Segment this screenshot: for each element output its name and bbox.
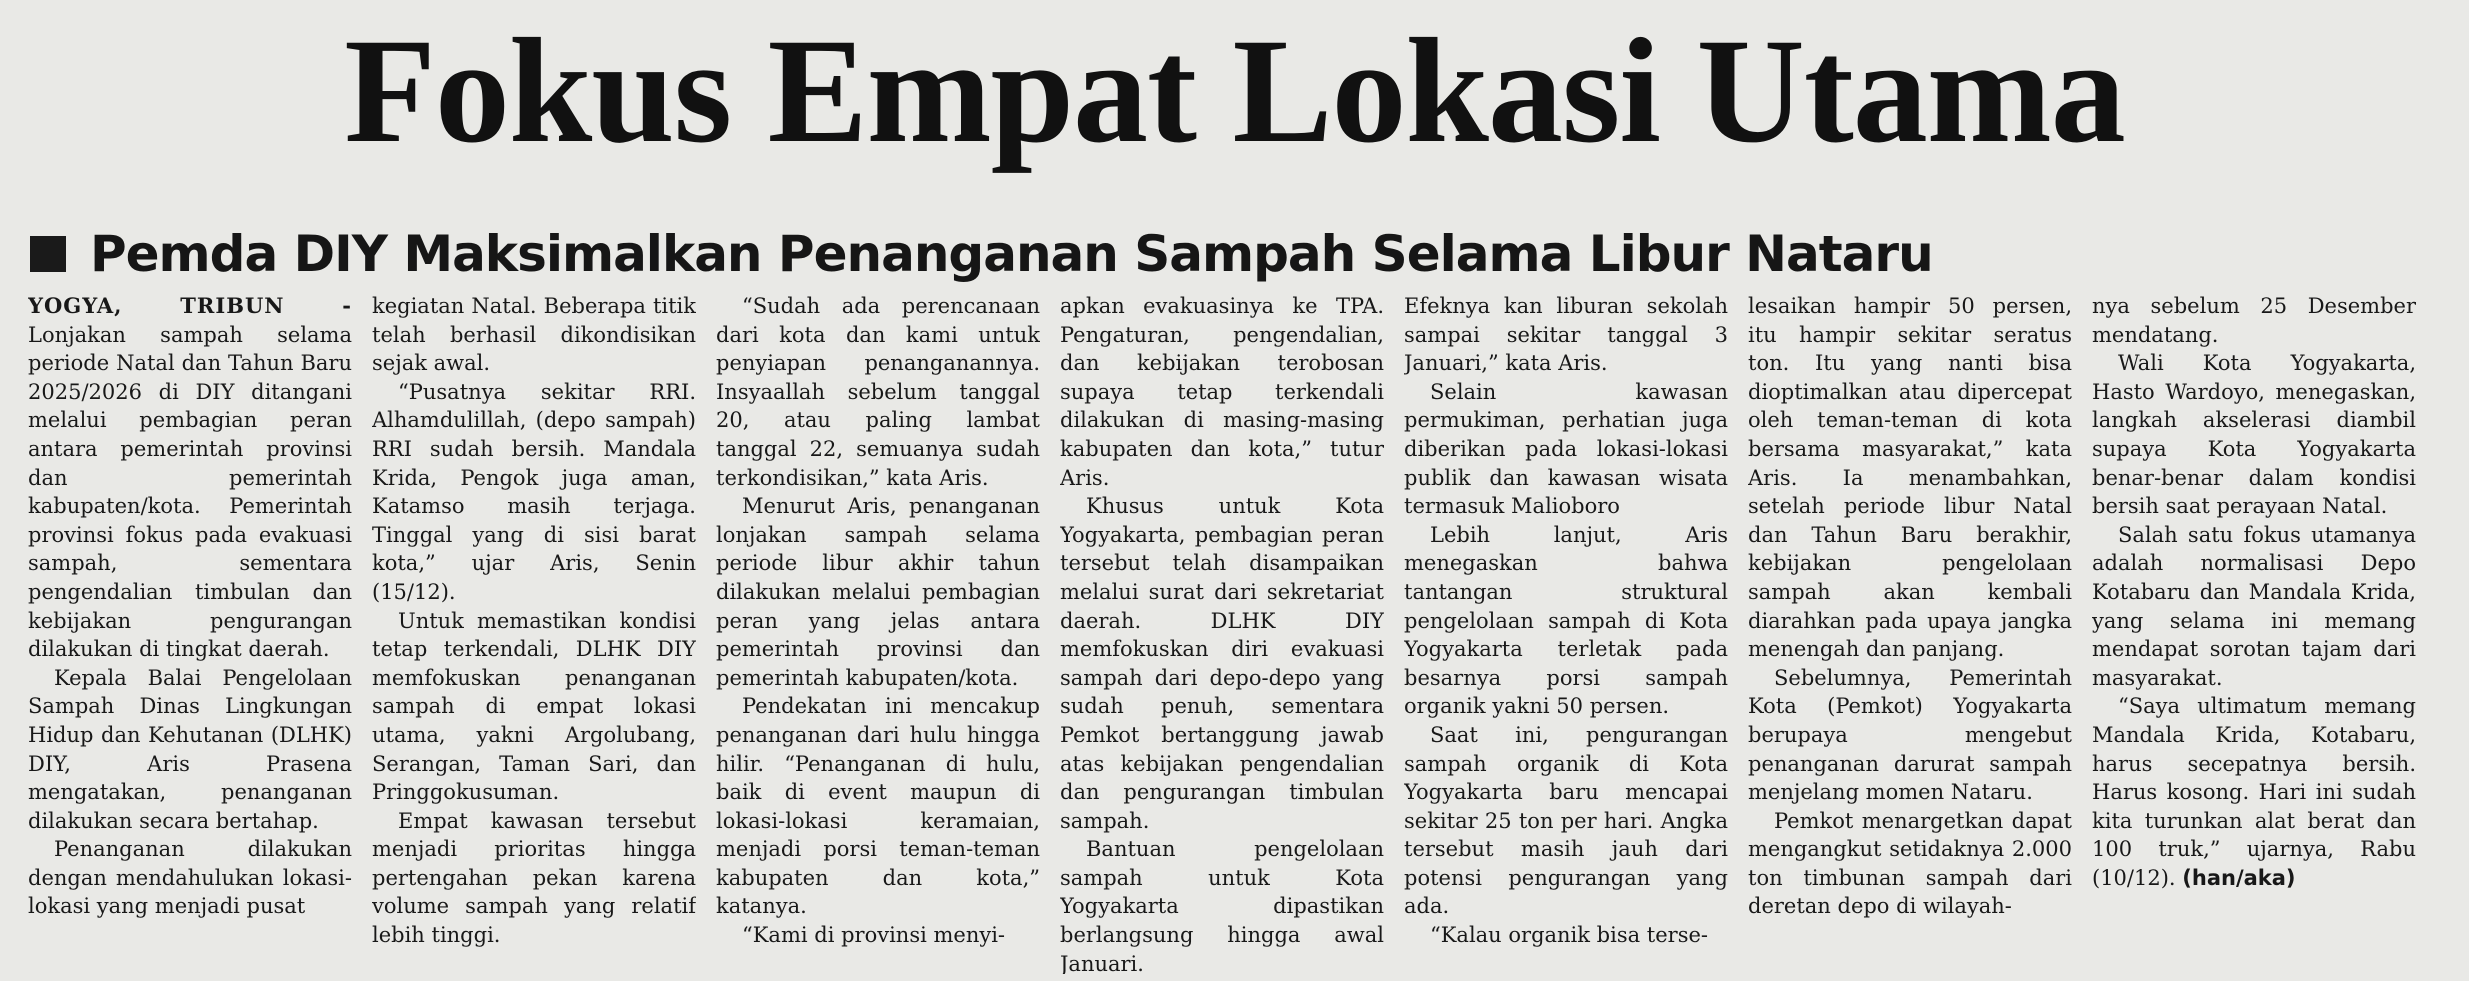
paragraph: kegiatan Natal. Beberapa titik telah berhasil dikondisikan sejak awal. [372, 294, 696, 376]
paragraph: “Pusatnya sekitar RRI. Alhamdulillah, (depo sampah) RRI sudah bersih. Mandala Krida, Pengok juga aman, Katamso masih terjaga. Tinggal yang di sisi barat kota,” ujar Aris, Senin (15/12). [372, 379, 696, 604]
paragraph: Efeknya kan liburan sekolah sampai sekitar tanggal 3 Januari,” kata Aris. [1404, 294, 1728, 376]
paragraph: lesaikan hampir 50 persen, itu hampir sekitar seratus ton. Itu yang nanti bisa dioptimalkan atau dipercepat oleh teman-teman di kota bersama masyarakat,” kata Aris. Ia menambahkan, setelah periode libur Natal dan Tahun Baru berakhir, kebijakan pengelolaan sampah akan kembali diarahkan pada upaya jangka menengah dan panjang. [1748, 294, 2072, 662]
article-column-1 [28, 292, 352, 974]
article-column-7 [2092, 292, 2416, 974]
article-column-3 [716, 292, 1040, 974]
paragraph: Pendekatan ini mencakup penanganan dari hulu hingga hilir. “Penanganan di hulu, baik di event maupun di lokasi-lokasi keramaian, menjadi porsi teman-teman kabupaten dan kota,” katanya. [716, 694, 1040, 919]
headline: Fokus Empat Lokasi Utama [344, 8, 2125, 174]
paragraph: “Sudah ada perencanaan dari kota dan kami untuk penyiapan penanganannya. Insyaallah sebelum tanggal 20, atau paling lambat tanggal 22, semuanya sudah terkondisikan,” kata Aris. [716, 294, 1040, 490]
paragraph: Untuk memastikan kondisi tetap terkendali, DLHK DIY memfokuskan penanganan sampah di empat lokasi utama, yakni Argolubang, Serangan, Taman Sari, dan Pringgokusuman. [372, 608, 696, 805]
paragraph: Sebelumnya, Pemerintah Kota (Pemkot) Yogyakarta berupaya mengebut penanganan darurat sampah menjelang momen Nataru. [1748, 665, 2072, 805]
paragraph: “Kami di provinsi menyi- [742, 923, 1006, 948]
subheadline: Pemda DIY Maksimalkan Penanganan Sampah Selama Libur Nataru [90, 225, 1933, 283]
paragraph: YOGYA, TRIBUN - Lonjakan sampah selama periode Natal dan Tahun Baru 2025/2026 di DIY ditangani melalui pembagian peran antara pemerintah provinsi dan pemerintah kabupaten/kota. Pemerintah provinsi fokus pada evakuasi sampah, sementara pengendalian timbulan dan kebijakan pengurangan dilakukan di tingkat daerah. [28, 293, 352, 662]
bullet-square-icon [30, 236, 66, 272]
paragraph: Penanganan dilakukan dengan mendahulukan lokasi-lokasi yang menjadi pusat [28, 837, 352, 919]
article-column-4 [1060, 292, 1384, 974]
subheadline-row [30, 218, 1933, 290]
article-column-6 [1748, 292, 2072, 974]
paragraph: Pemkot menargetkan dapat mengangkut setidaknya 2.000 ton timbunan sampah dari deretan depo di wilayah- [1748, 808, 2072, 919]
paragraph: Menurut Aris, penanganan lonjakan sampah selama periode libur akhir tahun dilakukan melalui pembagian peran yang jelas antara pemerintah provinsi dan pemerintah kabupaten/kota. [716, 494, 1040, 690]
article-column-5 [1404, 292, 1728, 974]
paragraph: Khusus untuk Kota Yogyakarta, pembagian peran tersebut telah disampaikan melalui surat dari sekretariat daerah. DLHK DIY memfokuskan diri evakuasi sampah dari depo-depo yang sudah penuh, sementara Pemkot bertanggung jawab atas kebijakan pengendalian dan pengurangan timbulan sampah. [1060, 494, 1384, 833]
paragraph: Bantuan pengelolaan sampah untuk Kota Yogyakarta dipastikan berlangsung hingga awal Januari. [1060, 837, 1384, 974]
author-credit: (han/aka) [2182, 865, 2296, 890]
paragraph: Saat ini, pengurangan sampah organik di Kota Yogyakarta baru mencapai sekitar 25 ton per hari. Angka tersebut masih jauh dari potensi pengurangan yang ada. [1404, 722, 1728, 919]
paragraph: Lebih lanjut, Aris menegaskan bahwa tantangan struktural pengelolaan sampah di Kota Yogyakarta terletak pada besarnya porsi sampah organik yakni 50 persen. [1404, 522, 1728, 719]
paragraph: apkan evakuasinya ke TPA. Pengaturan, pengendalian, dan kebijakan terobosan supaya tetap terkendali dilakukan di masing-masing kabupaten dan kota,” tutur Aris. [1060, 294, 1384, 490]
paragraph: “Saya ultimatum memang Mandala Krida, Kotabaru, harus secepatnya bersih. Harus kosong. Hari ini sudah kita turunkan alat berat dan 100 truk,” ujarnya, Rabu (10/12). (han/aka) [2092, 694, 2416, 890]
paragraph: Selain kawasan permukiman, perhatian juga diberikan pada lokasi-lokasi publik dan kawasan wisata termasuk Malioboro [1404, 379, 1728, 519]
paragraph: Empat kawasan tersebut menjadi prioritas hingga pertengahan pekan karena volume sampah yang relatif lebih tinggi. [372, 808, 696, 948]
article-column-2 [372, 292, 696, 974]
paragraph: Wali Kota Yogyakarta, Hasto Wardoyo, menegaskan, langkah akselerasi diambil supaya Kota Yogyakarta benar-benar dalam kondisi bersih saat perayaan Natal. [2092, 351, 2416, 519]
paragraph: nya sebelum 25 Desember mendatang. [2092, 294, 2416, 347]
paragraph: Salah satu fokus utamanya adalah normalisasi Depo Kotabaru dan Mandala Krida, yang selama ini memang mendapat sorotan tajam dari masyarakat. [2092, 522, 2416, 690]
paragraph: “Kalau organik bisa terse- [1430, 923, 1709, 948]
paragraph: Kepala Balai Pengelolaan Sampah Dinas Lingkungan Hidup dan Kehutanan (DLHK) DIY, Aris Prasena mengatakan, penanganan dilakukan secara bertahap. [28, 665, 352, 833]
dateline: YOGYA, TRIBUN - [28, 293, 352, 318]
article-body [28, 292, 2448, 974]
